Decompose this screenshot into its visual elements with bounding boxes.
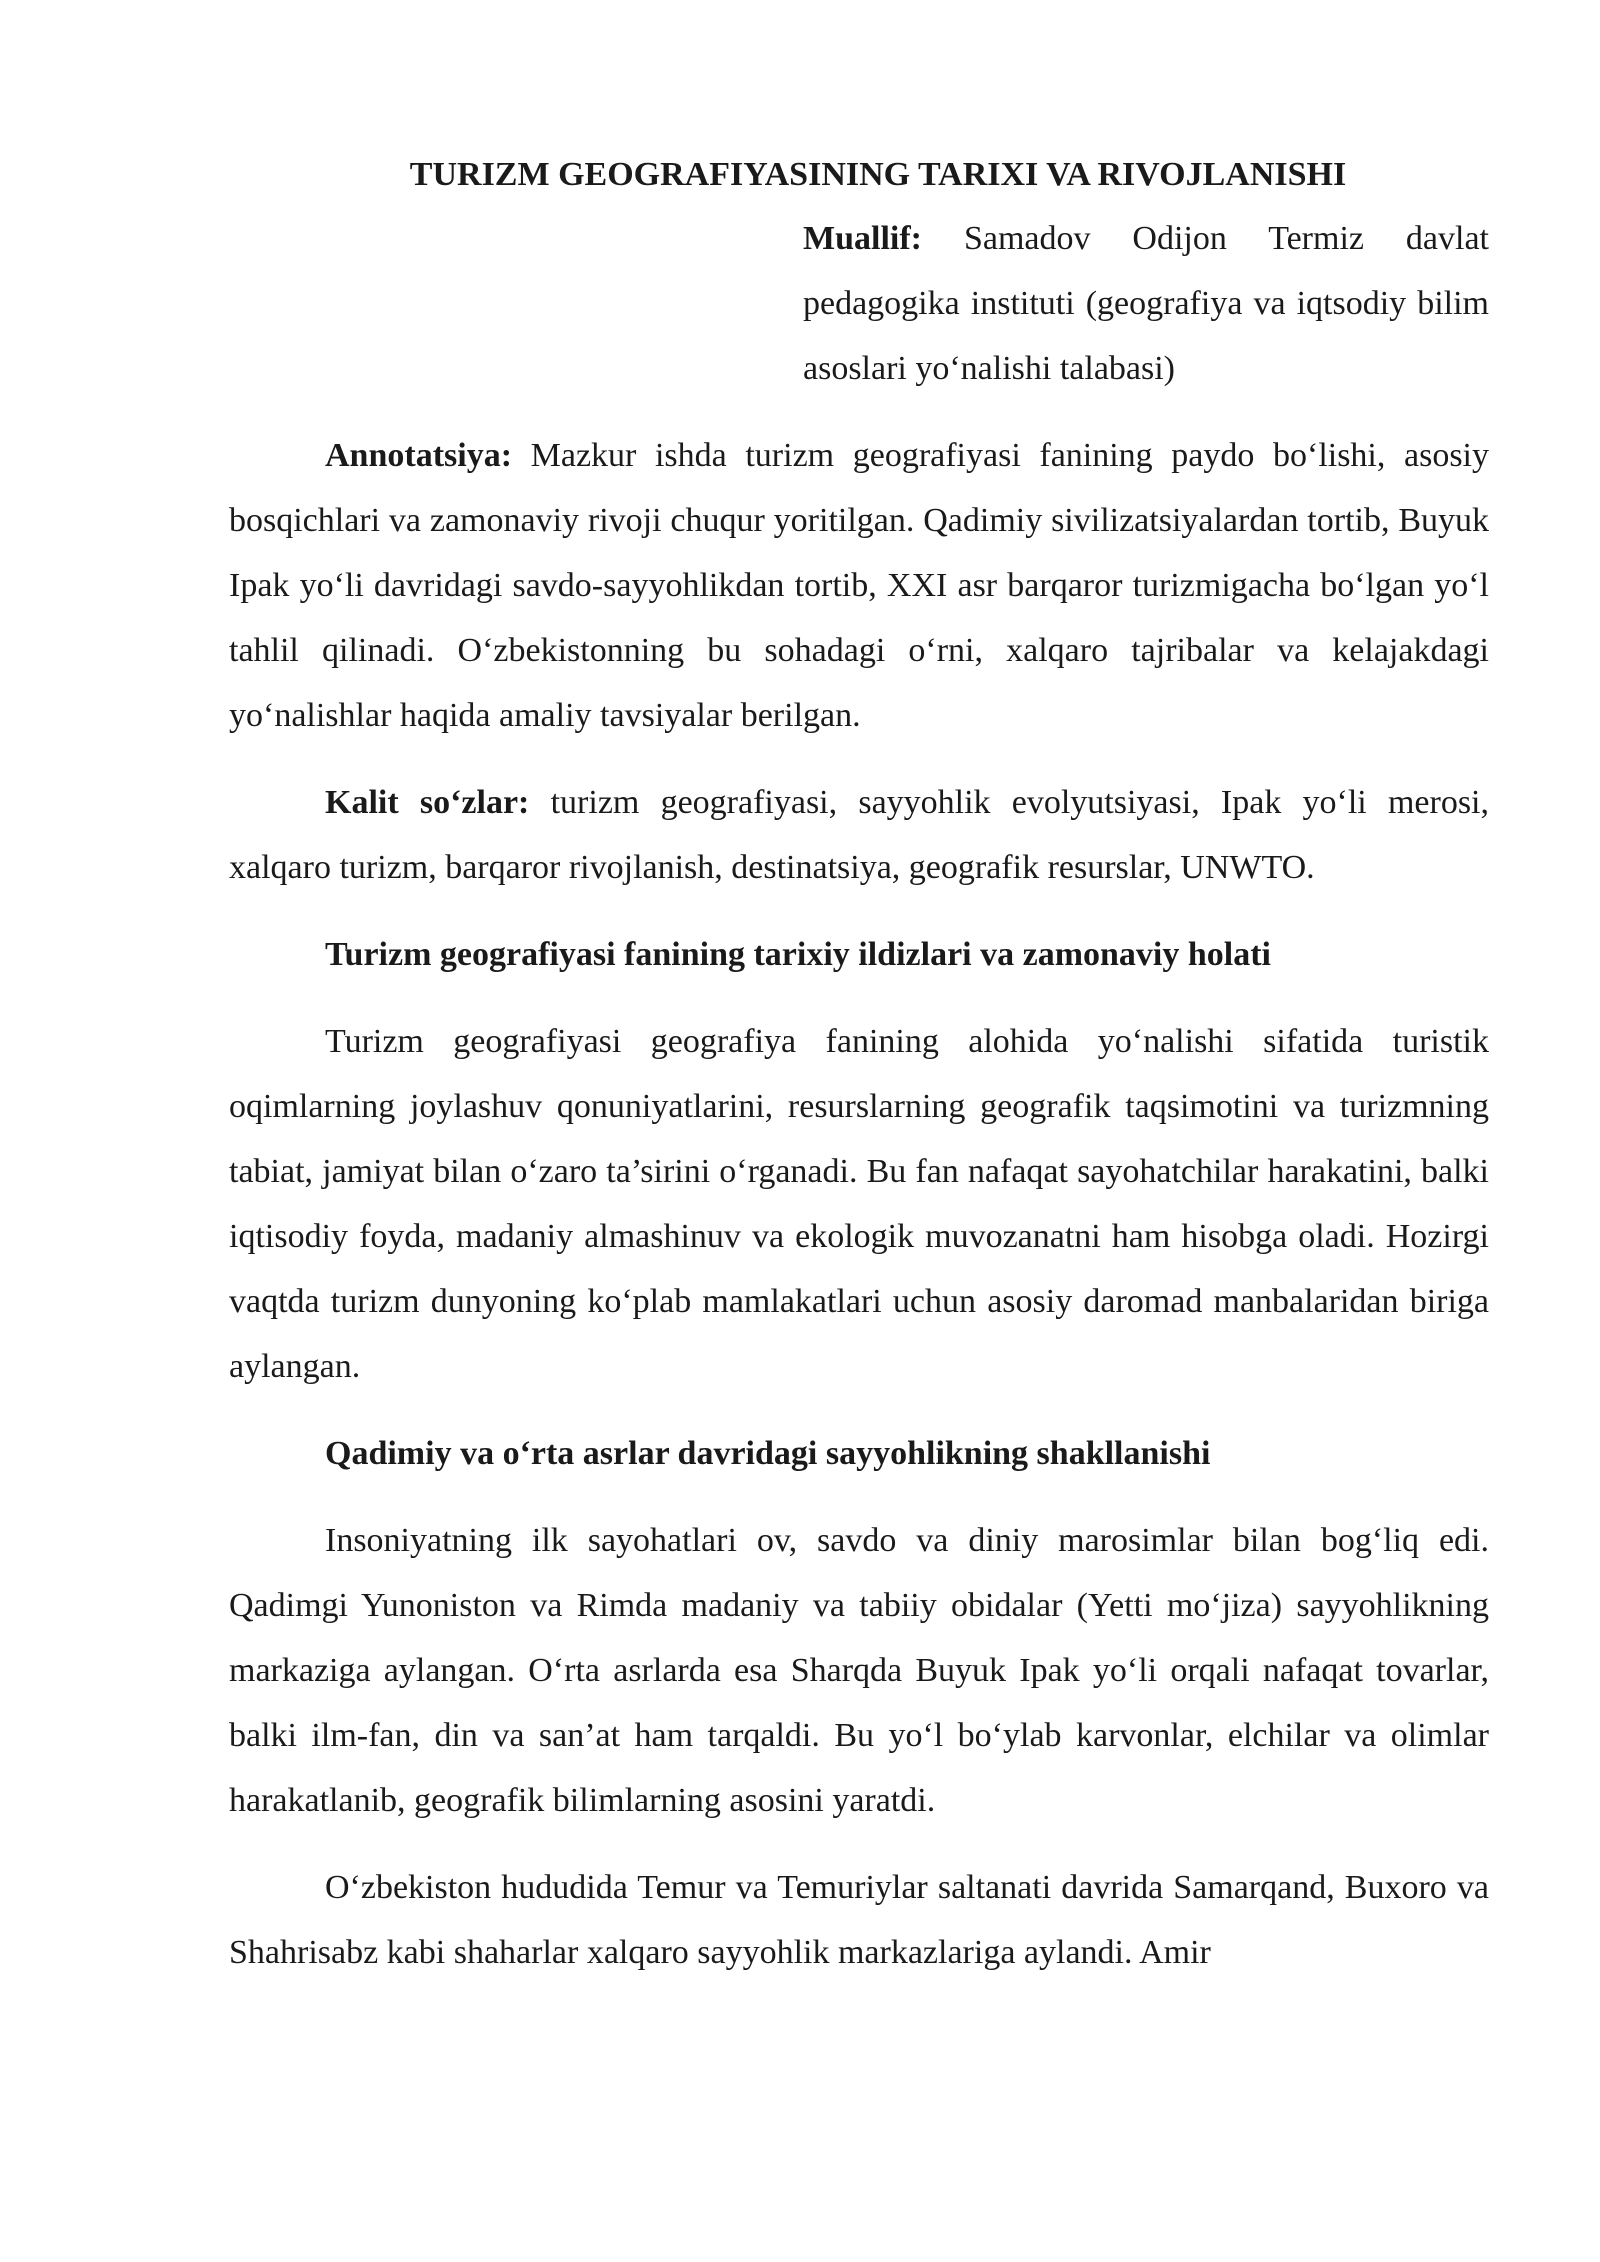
document-body (229, 150, 1489, 1985)
section-paragraph-ancient-2: O‘zbekiston hududida Temur va Temuriylar saltanati davrida Samarqand, Buxoro va Shahrisabz kabi shaharlar xalqaro sayyohlik markazlariga aylandi. Amir (229, 1869, 1489, 1971)
author-label: Muallif: (803, 220, 922, 257)
keywords-text: turizm geografiyasi, sayyohlik evolyutsiyasi, Ipak yo‘li merosi, xalqaro turizm, barqaror rivojlanish, destinatsiya, geografik resurslar, UNWTO. (229, 784, 1490, 886)
document-title: TURIZM GEOGRAFIYASINING TARIXI VA RIVOJLANISHI (409, 156, 1347, 193)
author-text: Samadov Odijon Termiz davlat pedagogika instituti (geografiya va iqtsodiy bilim asoslari yo‘nalishi talabasi) (803, 220, 1490, 387)
section-paragraph-history: Turizm geografiyasi geografiya fanining alohida yo‘nalishi sifatida turistik oqimlarning joylashuv qonuniyatlarini, resurslarning geografik taqsimotini va turizmning tabiat, jamiyat bilan o‘zaro ta’sirini o‘rganadi. Bu fan nafaqat sayohatchilar harakatini, balki iqtisodiy foyda, madaniy almashinuv va ekologik muvozanatni ham hisobga oladi. Hozirgi vaqtda turizm dunyoning ko‘plab mamlakatlari uchun asosiy daromad manbalaridan biriga aylangan. (229, 1023, 1489, 1385)
section-heading-history: Turizm geografiyasi fanining tarixiy ildizlari va zamonaviy holati (325, 936, 1272, 973)
annotation-text: Mazkur ishda turizm geografiyasi fanining paydo bo‘lishi, asosiy bosqichlari va zamonaviy rivoji chuqur yoritilgan. Qadimiy sivilizatsiyalardan tortib, Buyuk Ipak yo‘li davridagi savdo-sayyohlikdan tortib, XXI asr barqaror turizmigacha bo‘lgan yo‘l tahlil qilinadi. O‘zbekistonning bu sohadagi o‘rni, xalqaro tajribalar va kelajakdagi yo‘nalishlar haqida amaliy tavsiyalar berilgan. (229, 437, 1489, 734)
keywords-paragraph (229, 770, 1489, 900)
author-block (803, 206, 1489, 401)
section-paragraph-ancient-1: Insoniyatning ilk sayohatlari ov, savdo va diniy marosimlar bilan bog‘liq edi. Qadimgi Yunoniston va Rimda madaniy va tabiiy obidalar (Yetti mo‘jiza) sayyohlikning markaziga aylangan. O‘rta asrlarda esa Sharqda Buyuk Ipak yo‘li orqali nafaqat tovarlar, balki ilm-fan, din va san’at ham tarqaldi. Bu yo‘l bo‘ylab karvonlar, elchilar va olimlar harakatlanib, geografik bilimlarning asosini yaratdi. (229, 1522, 1489, 1819)
annotation-label: Annotatsiya: (325, 437, 513, 474)
annotation-paragraph (229, 423, 1489, 748)
keywords-label: Kalit so‘zlar: (325, 784, 530, 821)
section-heading-ancient: Qadimiy va o‘rta asrlar davridagi sayyohlikning shakllanishi (325, 1435, 1211, 1472)
